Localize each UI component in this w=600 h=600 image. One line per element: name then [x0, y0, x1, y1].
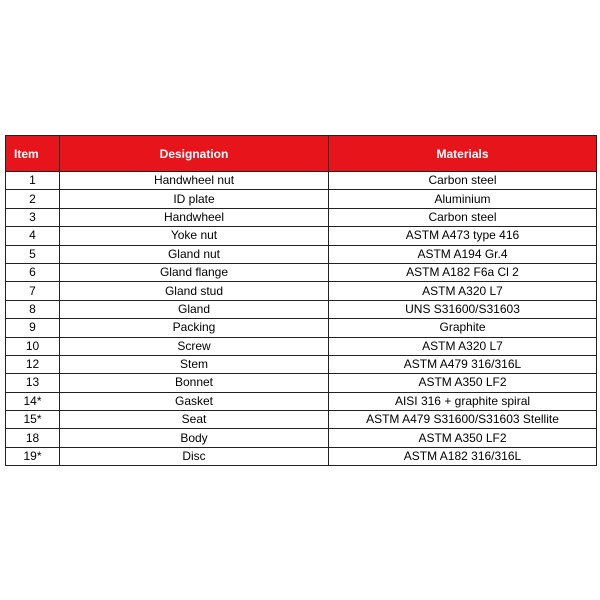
item-cell: 4	[6, 227, 60, 245]
item-cell: 9	[6, 319, 60, 337]
table-row	[6, 300, 597, 318]
designation-cell: Bonnet	[60, 374, 329, 392]
designation-cell: Body	[60, 429, 329, 447]
material-cell: UNS S31600/S31603	[329, 300, 597, 318]
table-row	[6, 208, 597, 226]
table-row	[6, 319, 597, 337]
material-cell: ASTM A320 L7	[329, 337, 597, 355]
designation-cell: ID plate	[60, 190, 329, 208]
designation-cell: Stem	[60, 355, 329, 373]
material-cell: ASTM A320 L7	[329, 282, 597, 300]
designation-cell: Handwheel nut	[60, 172, 329, 190]
table-row	[6, 263, 597, 281]
item-cell: 3	[6, 208, 60, 226]
table-row	[6, 337, 597, 355]
material-cell: Graphite	[329, 319, 597, 337]
item-cell: 12	[6, 355, 60, 373]
designation-cell: Disc	[60, 447, 329, 465]
table-row	[6, 392, 597, 410]
item-cell: 19*	[6, 447, 60, 465]
material-cell: Carbon steel	[329, 208, 597, 226]
designation-cell: Gland	[60, 300, 329, 318]
header-item: Item	[6, 136, 60, 172]
material-cell: ASTM A194 Gr.4	[329, 245, 597, 263]
item-cell: 8	[6, 300, 60, 318]
table-row	[6, 355, 597, 373]
designation-cell: Packing	[60, 319, 329, 337]
table-body	[6, 172, 597, 466]
material-cell: ASTM A479 316/316L	[329, 355, 597, 373]
designation-cell: Seat	[60, 411, 329, 429]
header-designation: Designation	[60, 136, 329, 172]
material-cell: AISI 316 + graphite spiral	[329, 392, 597, 410]
material-cell: ASTM A182 316/316L	[329, 447, 597, 465]
table-row	[6, 282, 597, 300]
material-cell: Aluminium	[329, 190, 597, 208]
material-cell: ASTM A350 LF2	[329, 429, 597, 447]
item-cell: 7	[6, 282, 60, 300]
table-row	[6, 447, 597, 465]
header-row	[6, 136, 597, 172]
material-cell: ASTM A473 type 416	[329, 227, 597, 245]
item-cell: 5	[6, 245, 60, 263]
table-row	[6, 429, 597, 447]
designation-cell: Gland nut	[60, 245, 329, 263]
item-cell: 15*	[6, 411, 60, 429]
designation-cell: Gland stud	[60, 282, 329, 300]
table-row	[6, 245, 597, 263]
table-row	[6, 172, 597, 190]
material-cell: ASTM A350 LF2	[329, 374, 597, 392]
table-row	[6, 411, 597, 429]
table-row	[6, 374, 597, 392]
item-cell: 13	[6, 374, 60, 392]
table-row	[6, 190, 597, 208]
designation-cell: Gland flange	[60, 263, 329, 281]
designation-cell: Yoke nut	[60, 227, 329, 245]
designation-cell: Handwheel	[60, 208, 329, 226]
item-cell: 2	[6, 190, 60, 208]
table-row	[6, 227, 597, 245]
item-cell: 18	[6, 429, 60, 447]
material-cell: ASTM A479 S31600/S31603 Stellite	[329, 411, 597, 429]
item-cell: 6	[6, 263, 60, 281]
item-cell: 10	[6, 337, 60, 355]
designation-cell: Gasket	[60, 392, 329, 410]
material-cell: Carbon steel	[329, 172, 597, 190]
item-cell: 14*	[6, 392, 60, 410]
materials-table	[5, 135, 597, 466]
header-materials: Materials	[329, 136, 597, 172]
item-cell: 1	[6, 172, 60, 190]
material-cell: ASTM A182 F6a Cl 2	[329, 263, 597, 281]
designation-cell: Screw	[60, 337, 329, 355]
